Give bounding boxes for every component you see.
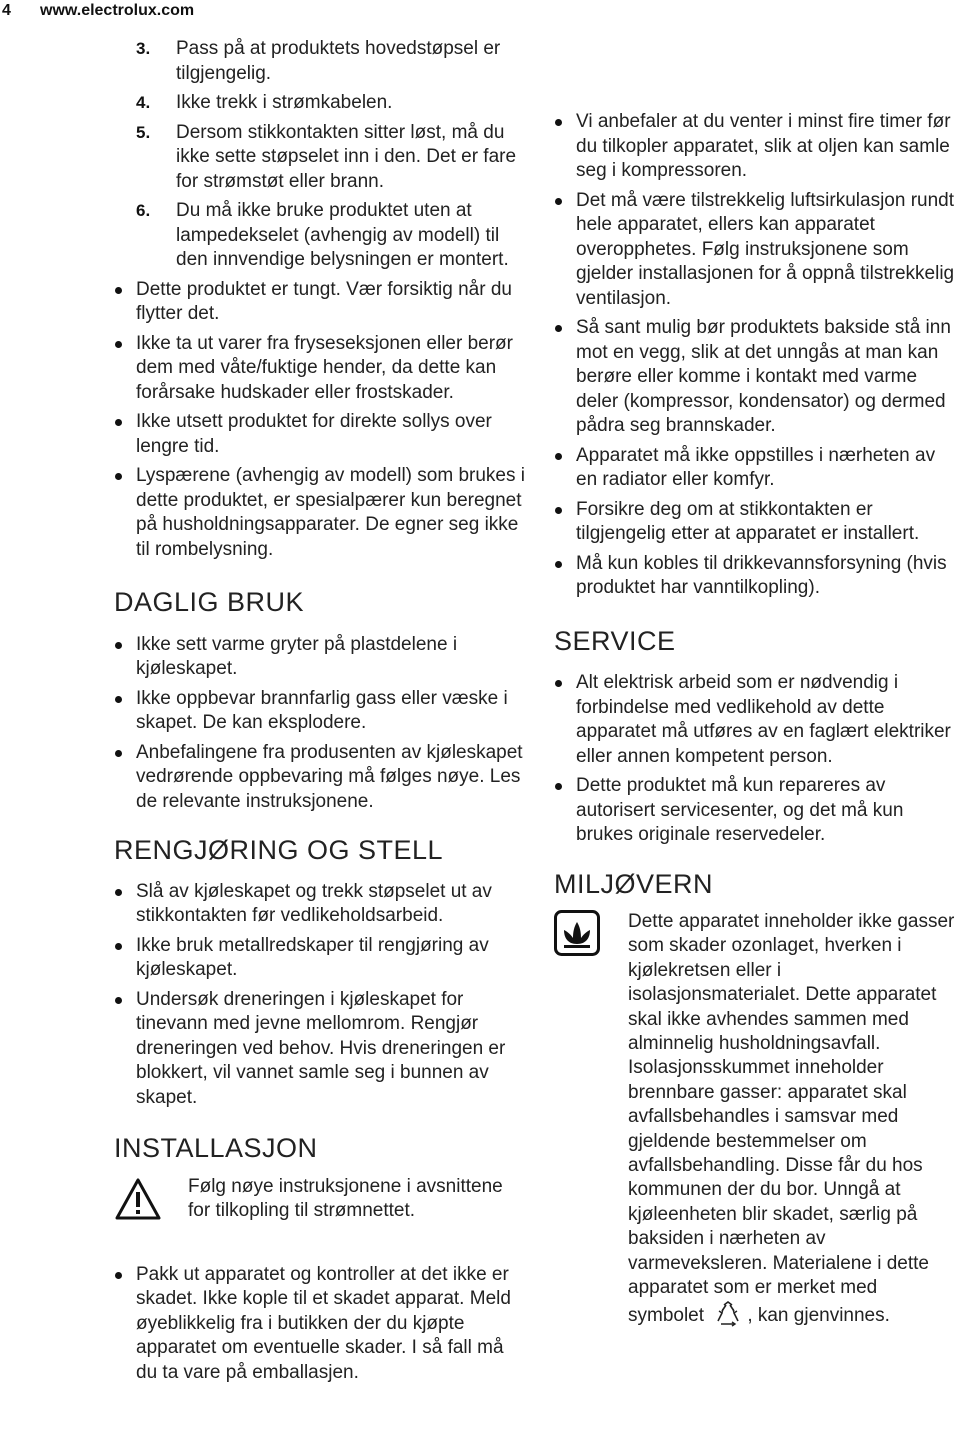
- item-text: Forsikre deg om at stikkontakten er tilgjengelig etter at apparatet er installert.: [576, 498, 920, 544]
- item-text: Pakk ut apparatet og kontroller at det ikke er skadet. Ikke kople til et skadet apparat. Meld øyeblikkelig fra i butikken der du kjøpte apparatet om eventuelle skader. I så fall må du ta vare på emballasjen.: [136, 1263, 511, 1383]
- section-heading-installasjon: INSTALLASJON: [114, 1133, 318, 1163]
- item-text: Apparatet må ikke oppstilles i nærheten av en radiator eller komfyr.: [576, 444, 936, 490]
- item-text: Må kun kobles til drikkevannsforsyning (hvis produktet har vanntilkopling).: [576, 552, 947, 598]
- section-heading-miljovern: MILJØVERN: [554, 868, 714, 899]
- item-text: Dette produktet er tungt. Vær forsiktig når du flytter det.: [136, 278, 512, 324]
- list-item: [554, 498, 958, 547]
- bullet-dot: [115, 997, 122, 1004]
- item-text: Det må være tilstrekkelig luftsirkulasjon rundt hele apparatet, ellers kan apparatet overopphetes. Følg instruksjonene som gjelder installasjonen for å oppnå tilstrekkelig ventilasjon.: [576, 189, 955, 309]
- item-text: Slå av kjøleskapet og trekk støpselet ut av stikkontakten før vedlikeholdsarbeid.: [136, 880, 492, 926]
- list-item: [114, 199, 526, 273]
- item-text: Anbefalingene fra produsenten av kjøleskapet vedrørende oppbevaring må følges nøye. Les de relevante instruksjonene.: [136, 741, 523, 812]
- bullet-dot: [115, 696, 122, 703]
- item-text: Ikke utsett produktet for direkte sollys over lengre tid.: [136, 411, 492, 457]
- item-text: Undersøk dreneringen i kjøleskapet for tinevann med jevne mellomrom. Rengjør dreneringen ved behov. Hvis dreneringen er blokkert, vil vannet samle seg i bunnen av skapet.: [136, 988, 506, 1108]
- bullet-dot: [555, 198, 562, 205]
- installasjon-list-continued: [554, 110, 958, 601]
- list-item: [114, 988, 526, 1111]
- list-item: [554, 110, 958, 184]
- list-item: [114, 121, 526, 195]
- warning-text: Følg nøye instruksjonene i avsnittene for tilkopling til strømnettet.: [188, 1175, 503, 1221]
- bullet-dot: [115, 642, 122, 649]
- bullet-dot: [555, 783, 562, 790]
- right-column: [554, 110, 958, 1328]
- bullet-dot: [555, 119, 562, 126]
- bullet-dot: [115, 473, 122, 480]
- list-item: [114, 91, 526, 116]
- list-item: [114, 278, 526, 327]
- bullet-dot: [555, 453, 562, 460]
- bullet-dot: [555, 325, 562, 332]
- bullet-dot: [115, 287, 122, 294]
- item-text: Ikke sett varme gryter på plastdelene i kjøleskapet.: [136, 633, 458, 679]
- list-item: [554, 774, 958, 848]
- item-number: 3.: [136, 39, 151, 58]
- warning-triangle-icon: [114, 1177, 162, 1221]
- list-item: [554, 316, 958, 439]
- environment-text: [628, 910, 958, 1328]
- bullet-dot: [555, 561, 562, 568]
- bullet-dot: [115, 943, 122, 950]
- section-heading-daglig-bruk: DAGLIG BRUK: [114, 587, 305, 617]
- list-item: [114, 464, 526, 562]
- rengjoring-list: [114, 880, 526, 1111]
- page-number: 4: [2, 2, 11, 19]
- item-text: Du må ikke bruke produktet uten at lampedekselet (avhengig av modell) til den innvendige belysningen er montert.: [176, 200, 509, 270]
- list-item: [114, 410, 526, 459]
- list-item: [114, 741, 526, 815]
- item-text: Dersom stikkontakten sitter løst, må du ikke sette støpselet inn i den. Det er fare for strømstøt eller brann.: [176, 121, 517, 192]
- left-column: [114, 37, 526, 1390]
- section-heading-rengjoring: RENGJØRING OG STELL: [114, 835, 444, 865]
- list-item: [114, 37, 526, 86]
- bullet-dot: [115, 419, 122, 426]
- section-heading-service: SERVICE: [554, 625, 676, 656]
- item-text: Lyspærene (avhengig av modell) som brukes i dette produktet, er spesialpærer kun beregnet på husholdningsapparater. De egner seg ikke til rombelysning.: [136, 465, 525, 560]
- list-item: [114, 633, 526, 682]
- list-item: [554, 552, 958, 601]
- bullet-dot: [115, 889, 122, 896]
- environment-text-end: , kan gjenvinnes.: [747, 1304, 890, 1326]
- installasjon-list: [114, 1263, 526, 1386]
- list-item: [114, 934, 526, 983]
- bullet-dot: [115, 341, 122, 348]
- list-item: [114, 880, 526, 929]
- item-number: 5.: [136, 122, 151, 142]
- bullet-dot: [115, 1272, 122, 1279]
- item-number: 4.: [136, 93, 151, 112]
- item-text: Vi anbefaler at du venter i minst fire timer før du tilkopler apparatet, slik at oljen kan samle seg i kompressoren.: [576, 111, 951, 181]
- environment-notice: [554, 910, 958, 1328]
- item-text: Ikke bruk metallredskaper til rengjøring av kjøleskapet.: [136, 934, 489, 980]
- item-text: Ikke oppbevar brannfarlig gass eller væske i skapet. De kan eksplodere.: [136, 687, 508, 733]
- bullet-dot: [555, 680, 562, 687]
- environment-flower-icon: [554, 910, 600, 956]
- environment-text-main: Dette apparatet inneholder ikke gasser som skader ozonlaget, hverken i kjølekretsen eller i isolasjonsmaterialet. Dette apparatet skal ikke avhendes sammen med alminnelig husholdningsavfall. Isolasjonsskummet inneholder brennbare gasser: apparatet skal avfallsbehandles i samsvar med gjeldende bestemmelser om avfallsbehandling. Disse får du hos kommunen der du bor. Unngå at kjøleenheten blir skadet, særlig på baksiden i nærheten av varmeveksleren. Materialene i dette apparatet som er merket med symbolet: [628, 911, 955, 1326]
- item-text: Dette produktet må kun repareres av autorisert servicesenter, og det må kun brukes originale reservedeler.: [576, 775, 904, 845]
- item-text: Ikke trekk i strømkabelen.: [176, 92, 393, 113]
- list-item: [554, 671, 958, 769]
- list-item: [114, 332, 526, 406]
- warning-notice: [114, 1175, 526, 1245]
- site-url[interactable]: www.electrolux.com: [40, 2, 195, 19]
- item-text: Alt elektrisk arbeid som er nødvendig i forbindelse med vedlikehold av dette apparatet må utføres av en faglært elektriker eller annen kompetent person.: [576, 672, 951, 767]
- item-text: Så sant mulig bør produktets bakside stå inn mot en vegg, slik at det unngås at man kan berøre eller komme i kontakt med varme deler (kompressor, kondensator) og dermed pådra seg brannskader.: [576, 317, 951, 436]
- safety-bullet-list: [114, 278, 526, 563]
- item-number: 6.: [136, 201, 151, 220]
- daglig-bruk-list: [114, 633, 526, 815]
- bullet-dot: [115, 750, 122, 757]
- item-text: Ikke ta ut varer fra fryseseksjonen eller berør dem med våte/fuktige hender, da dette kan forårsake hudskader eller frostskader.: [136, 332, 513, 403]
- list-item: [114, 687, 526, 736]
- page-header: [0, 0, 960, 22]
- numbered-list: [114, 37, 526, 273]
- list-item: [554, 189, 958, 312]
- recycle-icon: [713, 1301, 743, 1327]
- list-item: [554, 444, 958, 493]
- item-text: Pass på at produktets hovedstøpsel er tilgjengelig.: [176, 38, 501, 84]
- service-list: [554, 671, 958, 848]
- list-item: [114, 1263, 526, 1386]
- bullet-dot: [555, 507, 562, 514]
